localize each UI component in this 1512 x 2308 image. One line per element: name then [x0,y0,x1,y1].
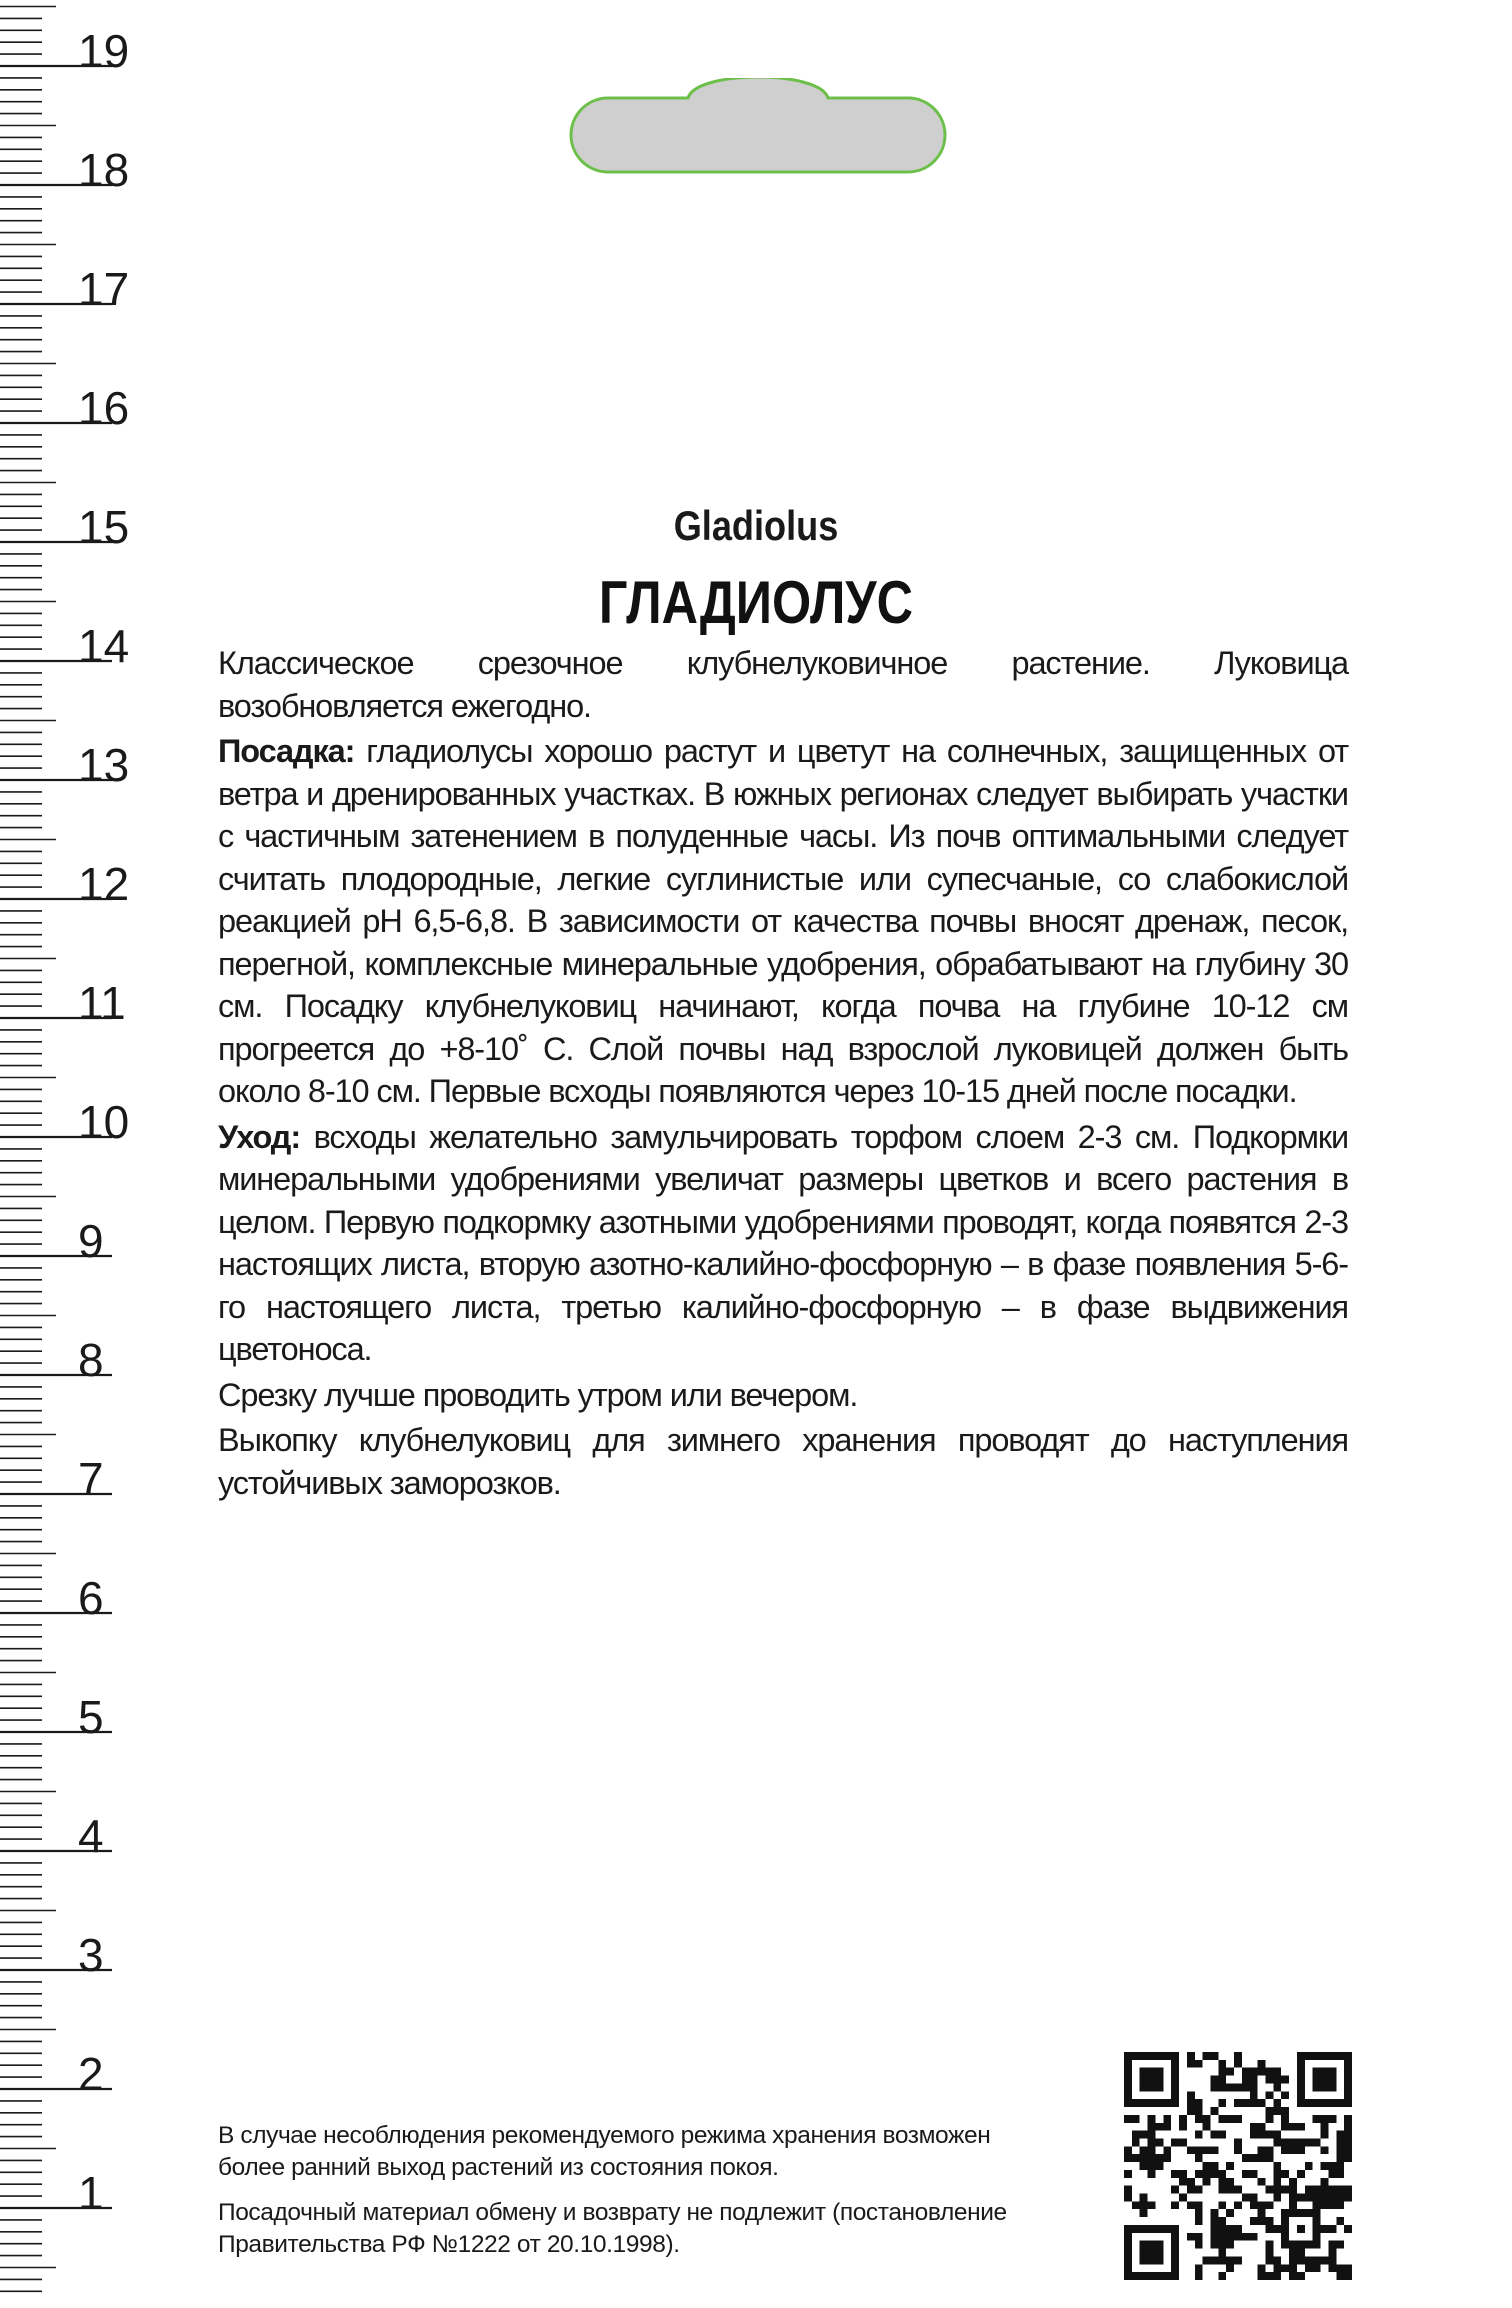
ruler-label-11: 11 [78,977,126,1029]
ruler-label-9: 9 [78,1215,104,1267]
care-label: Уход: [218,1118,301,1155]
ruler-label-6: 6 [78,1572,104,1624]
return-note: Посадочный материал обмену и возврату не подлежит (постановление Правительства РФ №1222 от 20.10.1998). [218,2199,1007,2258]
ruler-label-17: 17 [78,263,130,315]
title-latin: Gladiolus [673,502,839,549]
planting-instructions [218,642,1348,1507]
care-paragraph [218,1116,1348,1371]
storage-note: В случае несоблюдения рекомендуемого режима хранения возможен более ранний выход растений из состояния покоя. [218,2122,991,2181]
title-russian: ГЛАДИОЛУС [598,569,914,636]
ruler-label-13: 13 [78,739,130,791]
ruler-label-4: 4 [78,1810,104,1862]
planting-text: гладиолусы хорошо растут и цветут на солнечных, защищенных от ветра и дренированных участках. В южных регионах следует выбирать участки с частичным затенением в полуденные часы. Из почв оптимальными следует считать плодородные, легкие суглинистые или супесчаные, со слабокислой реакцией pH 6,5-6,8. В зависимости от качества почвы вносят дренаж, песок, перегной, комплексные минеральные удобрения, обрабатывают на глубину 30 см. Посадку клубнелуковиц начинают, когда почва на глубине 10-12 см прогреется до +8-10˚ С. Слой почвы над взрослой луковицей должен быть около 8-10 см. Первые всходы появляются через 10-15 дней после посадки. [218,733,1348,1109]
planting-paragraph [218,730,1348,1113]
qr-code-icon [1124,2052,1352,2280]
ruler-label-18: 18 [78,144,130,196]
ruler-label-1: 1 [78,2167,104,2219]
ruler-label-15: 15 [78,501,130,553]
centimeter-ruler [0,0,130,2303]
care-text: всходы желательно замульчировать торфом слоем 2-3 см. Подкормки минеральными удобрениями увеличат размеры цветков и всего растения в целом. Первую подкормку азотными удобрениями проводят, когда появятся 2-3 настоящих листа, вторую азотно-калийно-фосфорную – в фазе появления 5-6-го настоящего листа, третью калийно-фосфорную – в фазе выдвижения цветоноса. [218,1118,1348,1367]
ruler-label-12: 12 [78,858,130,910]
ruler-label-7: 7 [78,1453,104,1505]
intro-paragraph: Классическое срезочное клубнелуковичное растение. Луковица возобновляется ежегодно. [218,645,1348,724]
footer-notes [218,2120,1018,2274]
cutting-paragraph: Срезку лучше проводить утром или вечером. [218,1376,858,1413]
ruler-label-8: 8 [78,1334,104,1386]
ruler-label-14: 14 [78,620,130,672]
ruler-label-16: 16 [78,382,130,434]
ruler-label-10: 10 [78,1096,130,1148]
ruler-label-19: 19 [78,25,130,77]
ruler-label-2: 2 [78,2048,104,2100]
ruler-label-5: 5 [78,1691,104,1743]
digging-paragraph: Выкопку клубнелуковиц для зимнего хранения проводят до наступления устойчивых заморозков. [218,1422,1348,1501]
planting-label: Посадка: [218,733,355,769]
hanger-slot-icon [568,78,948,180]
ruler-label-3: 3 [78,1929,104,1981]
